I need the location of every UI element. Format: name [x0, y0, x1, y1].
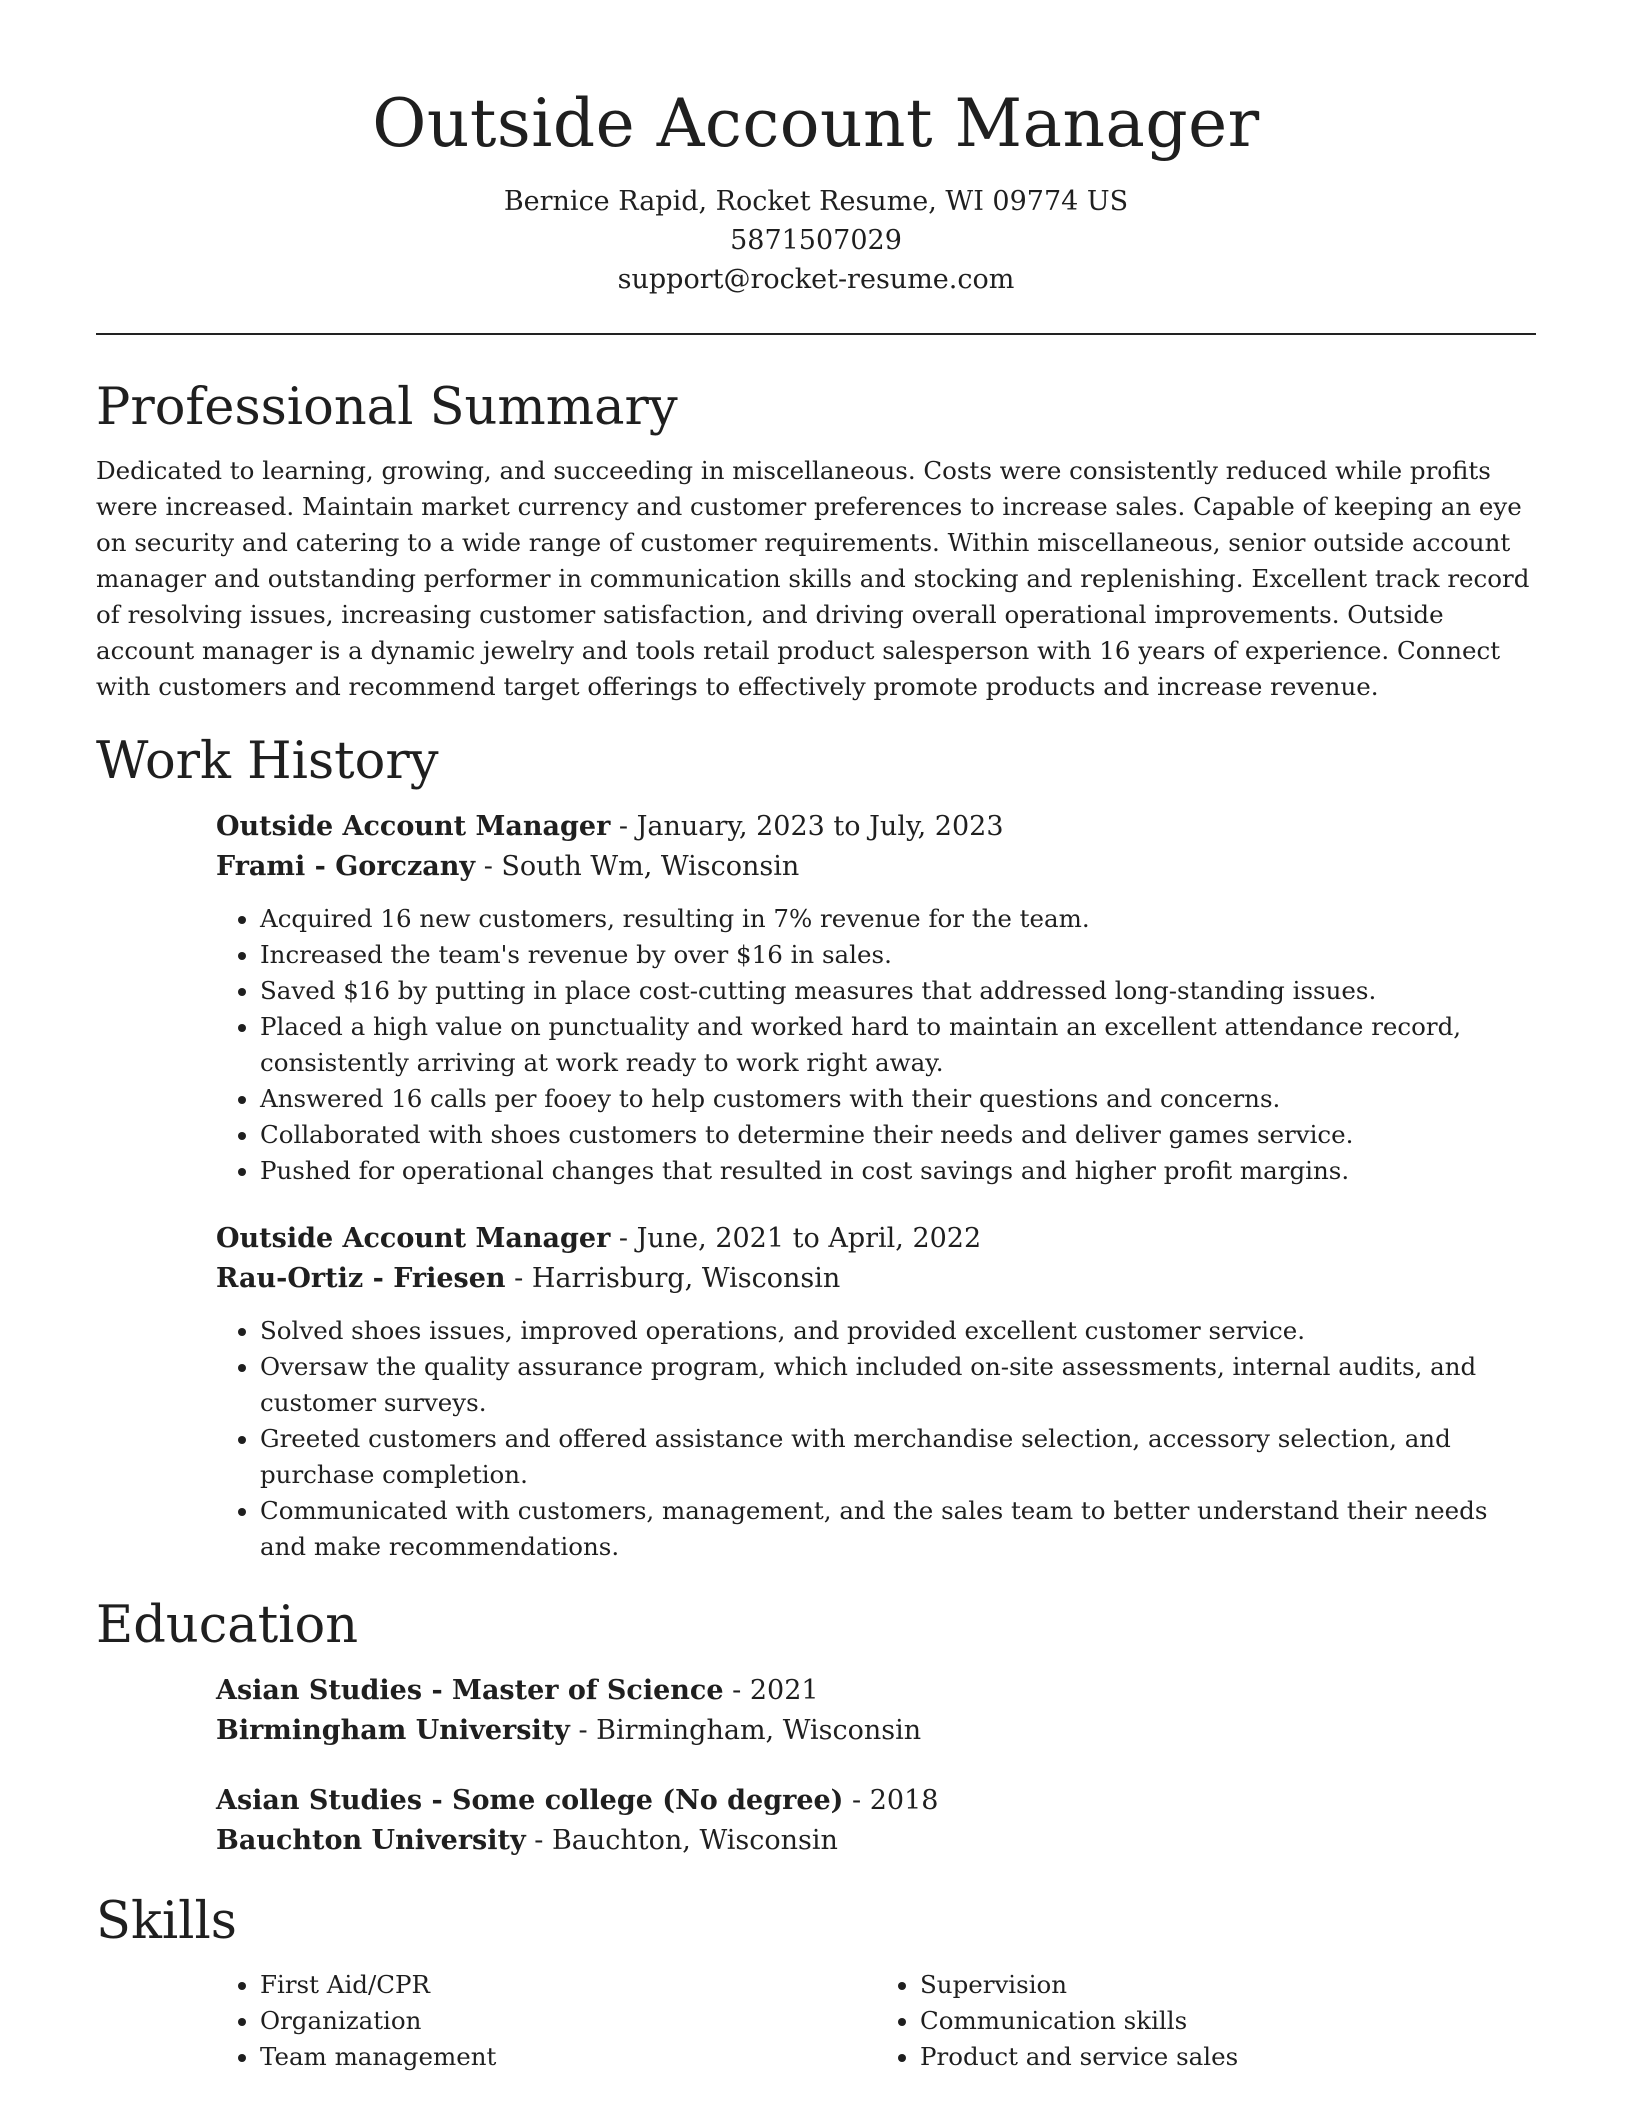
- contact-phone: 5871507029: [730, 225, 902, 256]
- list-item: • Answered 16 calls per fooey to help customers with their questions and concerns.: [260, 1081, 1536, 1117]
- summary-text: Dedicated to learning, growing, and succeeding in miscellaneous. Costs were consistently reduced while profits were increased. Maintain market currency and customer preferences to increase sales. Capable of keeping an eye on security and catering to a wide range of customer requirements. Within miscellaneous, senior outside account manager and outstanding performer in communication skills and stocking and replenishing. Excellent track record of resolving issues, increasing customer satisfaction, and driving overall operational improvements. Outside account manager is a dynamic jewelry and tools retail product salesperson with 16 years of experience. Connect with customers and recommend target offerings to effectively promote products and increase revenue.: [96, 456, 1530, 701]
- education-school: Bauchton University: [216, 1825, 526, 1856]
- contact-address: Bernice Rapid, Rocket Resume, WI 09774 US: [503, 186, 1129, 217]
- job-duties-list: [216, 901, 1536, 1189]
- list-item: • Team management: [260, 2039, 876, 2075]
- list-item: • Oversaw the quality assurance program, which included on-site assessments, internal audits, and customer surveys.: [260, 1349, 1536, 1421]
- contact-email: support@rocket-resume.com: [617, 264, 1015, 295]
- summary-heading: Professional Summary: [96, 378, 678, 437]
- job-dates: - June, 2021 to April, 2022: [610, 1223, 982, 1254]
- list-item: • Saved $16 by putting in place cost-cutting measures that addressed long-standing issues.: [260, 973, 1536, 1009]
- job-entry: [216, 807, 1536, 1189]
- job-title-line: [216, 807, 1536, 847]
- education-school: Birmingham University: [216, 1715, 570, 1746]
- list-item: • Solved shoes issues, improved operations, and provided excellent customer service.: [260, 1313, 1536, 1349]
- skills-columns: [216, 1967, 1536, 2075]
- job-title-line: [216, 1219, 1536, 1259]
- list-item: • Collaborated with shoes customers to determine their needs and deliver games service.: [260, 1117, 1536, 1153]
- education-degree: Asian Studies - Master of Science: [216, 1675, 724, 1706]
- education-year: - 2018: [843, 1785, 939, 1816]
- list-item: • Supervision: [920, 1967, 1536, 2003]
- job-entry: [216, 1219, 1536, 1565]
- job-role: Outside Account Manager: [216, 1223, 611, 1254]
- education-entry: [216, 1671, 1536, 1751]
- education-location: - Bauchton, Wisconsin: [525, 1825, 838, 1856]
- resume-name: Outside Account Manager: [372, 85, 1260, 162]
- job-duties-list: [216, 1313, 1536, 1565]
- list-item: • First Aid/CPR: [260, 1967, 876, 2003]
- education-degree: Asian Studies - Some college (No degree): [216, 1785, 844, 1816]
- list-item: • Greeted customers and offered assistance with merchandise selection, accessory selection, and purchase completion.: [260, 1421, 1536, 1493]
- job-location: - Harrisburg, Wisconsin: [505, 1263, 841, 1294]
- job-company: Frami - Gorczany: [216, 851, 476, 882]
- skills-heading: Skills: [96, 1892, 237, 1951]
- education-entry: [216, 1781, 1536, 1861]
- resume-page: [96, 80, 1536, 2075]
- skills-list-left: [216, 1967, 876, 2075]
- work-history-heading: Work History: [96, 732, 439, 791]
- education-location: - Birmingham, Wisconsin: [569, 1715, 922, 1746]
- education-school-line: [216, 1711, 1536, 1751]
- job-company-line: [216, 847, 1536, 887]
- list-item: • Product and service sales: [920, 2039, 1536, 2075]
- education-degree-line: [216, 1671, 1536, 1711]
- skills-list-right: [876, 1967, 1536, 2075]
- list-item: • Communicated with customers, management, and the sales team to better understand their needs and make recommendations.: [260, 1493, 1536, 1565]
- education-school-line: [216, 1821, 1536, 1861]
- job-dates: - January, 2023 to July, 2023: [610, 811, 1004, 842]
- job-company-line: [216, 1259, 1536, 1299]
- contact-info: [96, 182, 1536, 299]
- list-item: • Organization: [260, 2003, 876, 2039]
- job-role: Outside Account Manager: [216, 811, 611, 842]
- job-location: - South Wm, Wisconsin: [475, 851, 800, 882]
- list-item: • Acquired 16 new customers, resulting in 7% revenue for the team.: [260, 901, 1536, 937]
- education-year: - 2021: [723, 1675, 819, 1706]
- list-item: • Communication skills: [920, 2003, 1536, 2039]
- list-item: • Increased the team's revenue by over $16 in sales.: [260, 937, 1536, 973]
- education-degree-line: [216, 1781, 1536, 1821]
- list-item: • Pushed for operational changes that resulted in cost savings and higher profit margins.: [260, 1153, 1536, 1189]
- education-heading: Education: [96, 1596, 359, 1655]
- job-company: Rau-Ortiz - Friesen: [216, 1263, 506, 1294]
- list-item: • Placed a high value on punctuality and worked hard to maintain an excellent attendance record, consistently arriving at work ready to work right away.: [260, 1009, 1536, 1081]
- header-divider: [96, 333, 1536, 335]
